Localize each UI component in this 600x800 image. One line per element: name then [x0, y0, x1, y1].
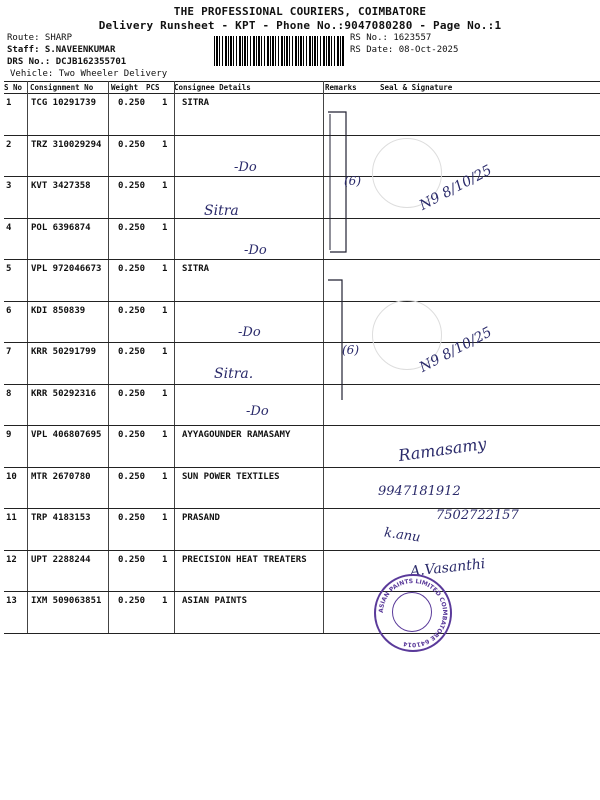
- row-weight: 0.250: [118, 554, 146, 565]
- row-pcs: 1: [162, 430, 168, 440]
- row-sno: 11: [6, 513, 17, 523]
- rs-number: RS No.: 1623557: [350, 33, 432, 43]
- row-weight: 0.250: [118, 139, 146, 150]
- handwritten-phone: 7502722157: [436, 508, 519, 523]
- count-badge: (6): [344, 174, 361, 188]
- page-title: THE PROFESSIONAL COURIERS, COIMBATORE: [173, 5, 427, 18]
- row-divider: [4, 259, 600, 260]
- row-consignment-no: VPL 406807695: [31, 430, 102, 440]
- row-sno: 6: [6, 305, 12, 316]
- row-consignment-no: TRP 4183153: [31, 513, 91, 523]
- col-header-seal: Seal & Signature: [380, 83, 453, 92]
- signature: Ramasamy: [397, 433, 488, 466]
- col-header-consignment: Consignment No: [30, 83, 94, 92]
- row-weight: 0.250: [118, 388, 146, 399]
- row-sno: 12: [6, 554, 17, 565]
- col-header-sno: S No: [4, 83, 23, 92]
- row-weight: 0.250: [118, 98, 146, 108]
- row-weight: 0.250: [118, 513, 146, 523]
- route-text: Route: SHARP: [7, 33, 73, 43]
- row-sno: 13: [6, 596, 17, 606]
- row-consignment-no: TCG 10291739: [31, 98, 97, 108]
- col-header-pcs: PCS: [146, 83, 160, 92]
- row-consignment-no: TRZ 310029294: [31, 139, 102, 150]
- table-header-border: [4, 93, 600, 94]
- row-consignee: PRECISION HEAT TREATERS: [182, 554, 307, 565]
- row-pcs: 1: [162, 347, 168, 357]
- row-sno: 4: [6, 222, 12, 233]
- drs-number: DRS No.: DCJB162355701: [7, 57, 127, 67]
- page-subtitle: Delivery Runsheet - KPT - Phone No.:9047080280 - Page No.:1: [98, 19, 502, 32]
- row-sno: 2: [6, 139, 12, 150]
- row-consignment-no: IXM 509063851: [31, 596, 102, 606]
- signature: 9947181912: [378, 484, 461, 499]
- signature: N9 8/10/25: [416, 324, 495, 376]
- row-divider: [4, 301, 600, 302]
- signature: A.Vasanthi: [409, 556, 487, 580]
- col-header-remarks: Remarks: [325, 83, 357, 92]
- row-sno: 9: [6, 430, 12, 440]
- row-consignee: SITRA: [182, 98, 210, 108]
- svg-text:ASIAN PAINTS LIMITED COIMBATOR: ASIAN PAINTS LIMITED COIMBATORE 641014: [377, 577, 449, 649]
- row-sno: 3: [6, 181, 12, 191]
- row-consignment-no: MTR 2670780: [31, 471, 91, 482]
- rs-date: RS Date: 08-Oct-2025: [350, 45, 459, 55]
- row-weight: 0.250: [118, 264, 146, 274]
- col-header-weight: Weight: [111, 83, 139, 92]
- signature: N9 8/10/25: [416, 162, 495, 214]
- row-divider: [4, 218, 600, 219]
- row-consignee: AYYAGOUNDER RAMASAMY: [182, 430, 291, 440]
- row-consignee: SITRA: [182, 264, 210, 274]
- row-pcs: 1: [162, 471, 168, 482]
- row-pcs: 1: [162, 596, 168, 606]
- row-divider: [4, 425, 600, 426]
- staff-text: Staff: S.NAVEENKUMAR: [7, 45, 116, 55]
- row-consignee: ASIAN PAINTS: [182, 596, 248, 606]
- row-consignment-no: POL 6396874: [31, 222, 91, 233]
- row-consignment-no: KRR 50292316: [31, 388, 97, 399]
- row-pcs: 1: [162, 264, 168, 274]
- row-consignee: SUN POWER TEXTILES: [182, 471, 280, 482]
- row-consignment-no: KDI 850839: [31, 305, 86, 316]
- row-sno: 8: [6, 388, 12, 399]
- row-consignment-no: VPL 972046673: [31, 264, 102, 274]
- count-badge: (6): [342, 343, 359, 357]
- row-consignment-no: UPT 2288244: [31, 554, 91, 565]
- row-divider: [4, 633, 600, 634]
- row-pcs: 1: [162, 513, 168, 523]
- row-divider: [4, 342, 600, 343]
- handwritten-ditto: -Do: [244, 243, 267, 258]
- row-pcs: 1: [162, 222, 168, 233]
- vehicle-text: Vehicle: Two Wheeler Delivery: [10, 69, 168, 79]
- row-consignment-no: KVT 3427358: [31, 181, 91, 191]
- row-divider: [4, 591, 600, 592]
- row-weight: 0.250: [118, 596, 146, 606]
- handwritten-ditto: -Do: [238, 325, 261, 340]
- row-pcs: 1: [162, 139, 168, 150]
- row-consignment-no: KRR 50291799: [31, 347, 97, 357]
- row-consignee: PRASAND: [182, 513, 220, 523]
- row-pcs: 1: [162, 305, 168, 316]
- row-weight: 0.250: [118, 347, 146, 357]
- row-weight: 0.250: [118, 430, 146, 440]
- row-weight: 0.250: [118, 222, 146, 233]
- row-weight: 0.250: [118, 305, 146, 316]
- handwritten-sitra: Sitra.: [214, 366, 254, 382]
- row-sno: 1: [6, 98, 12, 108]
- row-weight: 0.250: [118, 181, 146, 191]
- handwritten-ditto: -Do: [246, 404, 269, 419]
- row-pcs: 1: [162, 181, 168, 191]
- row-sno: 5: [6, 264, 12, 274]
- row-divider: [4, 384, 600, 385]
- row-divider: [4, 550, 600, 551]
- row-divider: [4, 176, 600, 177]
- row-weight: 0.250: [118, 471, 146, 482]
- row-pcs: 1: [162, 98, 168, 108]
- col-header-consignee: Consignee Details: [174, 83, 251, 92]
- row-pcs: 1: [162, 388, 168, 399]
- handwritten-sitra: Sitra: [204, 203, 239, 219]
- row-sno: 7: [6, 347, 12, 357]
- stamp-text: [374, 574, 452, 652]
- row-sno: 10: [6, 471, 17, 482]
- handwritten-ditto: -Do: [234, 160, 257, 175]
- barcode: [214, 36, 344, 66]
- row-divider: [4, 467, 600, 468]
- signature: k.anu: [383, 525, 422, 546]
- row-pcs: 1: [162, 554, 168, 565]
- table-top-border: [4, 81, 600, 82]
- row-divider: [4, 135, 600, 136]
